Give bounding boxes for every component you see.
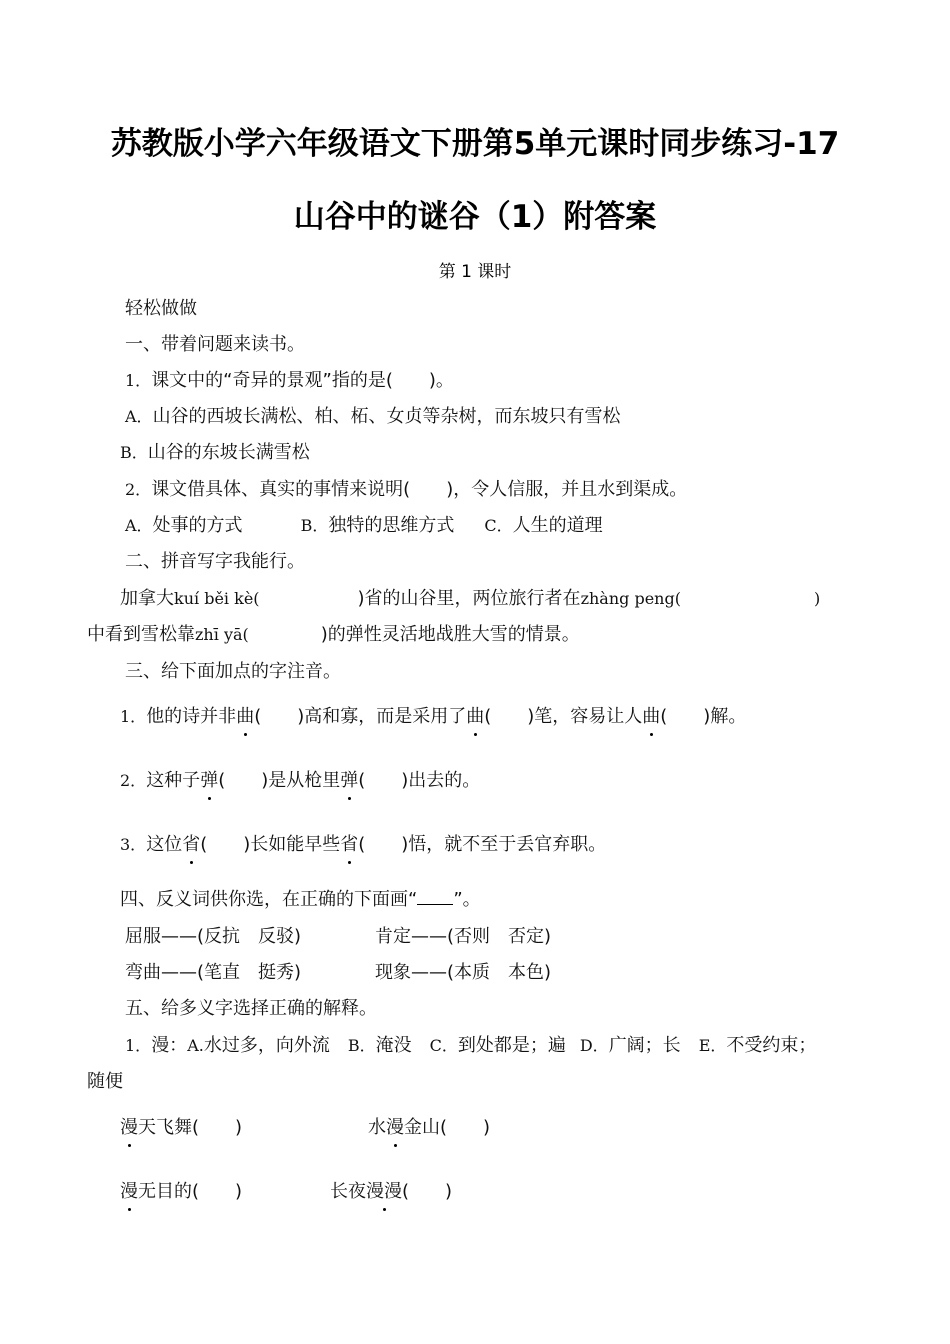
option-text: 水过多，向外流 [203,1035,330,1056]
s4-antonym-2: 肯定——(否则 否定) [375,926,552,947]
text-run: ( ) [402,1181,453,1202]
title-line-1: 苏教版小学六年级语文下册第5单元课时同步练习-17 [110,126,840,162]
option-label: C． [484,516,513,535]
q-number: 1． [120,707,147,726]
q-text: 课文中的“奇异的景观”指的是( )。 [151,370,454,391]
text-run: 水 [368,1117,386,1138]
dotted-char: 曲 [466,706,485,727]
text-run: ( )高和寡，而是采用了 [254,706,467,727]
s3-question-1 [120,705,746,729]
text-run: 中看到雪松靠 [87,624,195,645]
text-run: ”。 [453,889,481,910]
underline-blank [417,890,453,905]
dotted-char: 漫漫 [366,1181,402,1202]
text-run: ( )长如能早些 [200,834,341,855]
text-run: ( )是从枪里 [218,770,341,791]
option-text: 山谷的西坡长满松、柏、柘、女贞等杂树，而东坡只有雪松 [152,406,621,427]
text-run: 漫： [151,1035,188,1056]
s4-antonym-4: 现象——(本质 本色) [375,962,552,983]
option-label: D． [579,1036,609,1055]
dotted-char: 曲 [642,706,661,727]
s5-word-2 [368,1116,490,1140]
q-number: 2． [125,480,152,499]
s3-question-3 [120,833,606,857]
s2-pinyin-line-1 [120,587,820,611]
s5-word-1 [120,1116,242,1140]
s3-question-2 [120,769,480,793]
s4-antonym-3: 弯曲——(笔直 挺秀) [125,962,302,983]
option-label: A. [187,1036,204,1055]
text-run: 加拿大 [120,588,174,609]
q-number: 3． [120,835,147,854]
section-1-heading: 一、带着问题来读书。 [125,334,305,355]
text-run: )的弹性灵活地战胜大雪的情景。 [320,624,580,645]
text-run: ) [813,589,821,608]
option-label: B． [300,516,329,535]
s5-word-3 [120,1180,242,1204]
dotted-char: 省 [182,834,201,855]
option-label: A． [125,516,153,535]
text-run: 天飞舞( ) [138,1117,243,1138]
text-run: ( )悟，就不至于丢官弃职。 [358,834,607,855]
q-number: 1． [125,1036,152,1055]
dotted-char: 漫 [120,1117,138,1138]
text-run: ( )笔，容易让人 [484,706,643,727]
q-number: 2． [120,771,147,790]
title-line-2: 山谷中的谜谷（1）附答案 [293,199,657,235]
text-run: 他的诗并非 [146,706,237,727]
option-label: B． [347,1036,376,1055]
text-run: ( )出去的。 [358,770,481,791]
s2-pinyin-line-2 [87,623,580,647]
s5-word-4 [330,1180,452,1204]
option-text: 人生的道理 [512,515,603,536]
option-text: 山谷的东坡长满雪松 [147,442,310,463]
pinyin: zhī yā( [195,625,249,644]
text-run: 无目的( ) [138,1181,243,1202]
lesson-label: 第 1 课时 [438,262,512,282]
dotted-char: 曲 [236,706,255,727]
option-label: E． [698,1036,727,1055]
section-4-heading [120,888,481,912]
option-text: 广阔；长 [608,1035,681,1056]
dotted-char: 弹 [340,770,359,791]
text-run: 四、反义词供你选，在正确的下面画“ [120,889,418,910]
s1-question-1 [125,369,454,393]
pinyin: kuí běi kè( [174,589,260,608]
s1-q1-option-b [120,441,310,465]
s5-question-1 [125,1034,816,1058]
dotted-char: 省 [340,834,359,855]
dotted-char: 漫 [120,1181,138,1202]
dotted-char: 漫 [386,1117,404,1138]
option-text: 到处都是；遍 [457,1035,566,1056]
section-3-heading: 三、给下面加点的字注音。 [125,661,341,682]
s5-question-1-cont: 随便 [87,1071,123,1092]
q-text: 课文借具体、真实的事情来说明( )，令人信服，并且水到渠成。 [151,479,688,500]
option-text: 淹没 [375,1035,412,1056]
s1-question-2 [125,478,687,502]
text-run: 金山( ) [404,1117,491,1138]
option-label: B． [120,443,148,462]
option-label: A． [125,407,153,426]
s1-q2-options [125,514,603,538]
text-run: ( )解。 [660,706,747,727]
pinyin: zhàng peng( [580,589,681,608]
intro-heading: 轻松做做 [125,298,197,319]
option-text: 不受约束； [726,1035,817,1056]
option-label: C． [429,1036,458,1055]
dotted-char: 弹 [200,770,219,791]
section-5-heading: 五、给多义字选择正确的解释。 [125,998,377,1019]
q-number: 1． [125,371,152,390]
option-text: 独特的思维方式 [328,515,455,536]
s1-q1-option-a [125,405,621,429]
text-run: )省的山谷里，两位旅行者在 [357,588,581,609]
text-run: 这位 [146,834,183,855]
option-text: 处事的方式 [152,515,243,536]
section-2-heading: 二、拼音写字我能行。 [125,551,305,572]
s4-antonym-1: 屈服——(反抗 反驳) [125,926,302,947]
text-run: 长夜 [330,1181,366,1202]
text-run: 这种子 [146,770,201,791]
